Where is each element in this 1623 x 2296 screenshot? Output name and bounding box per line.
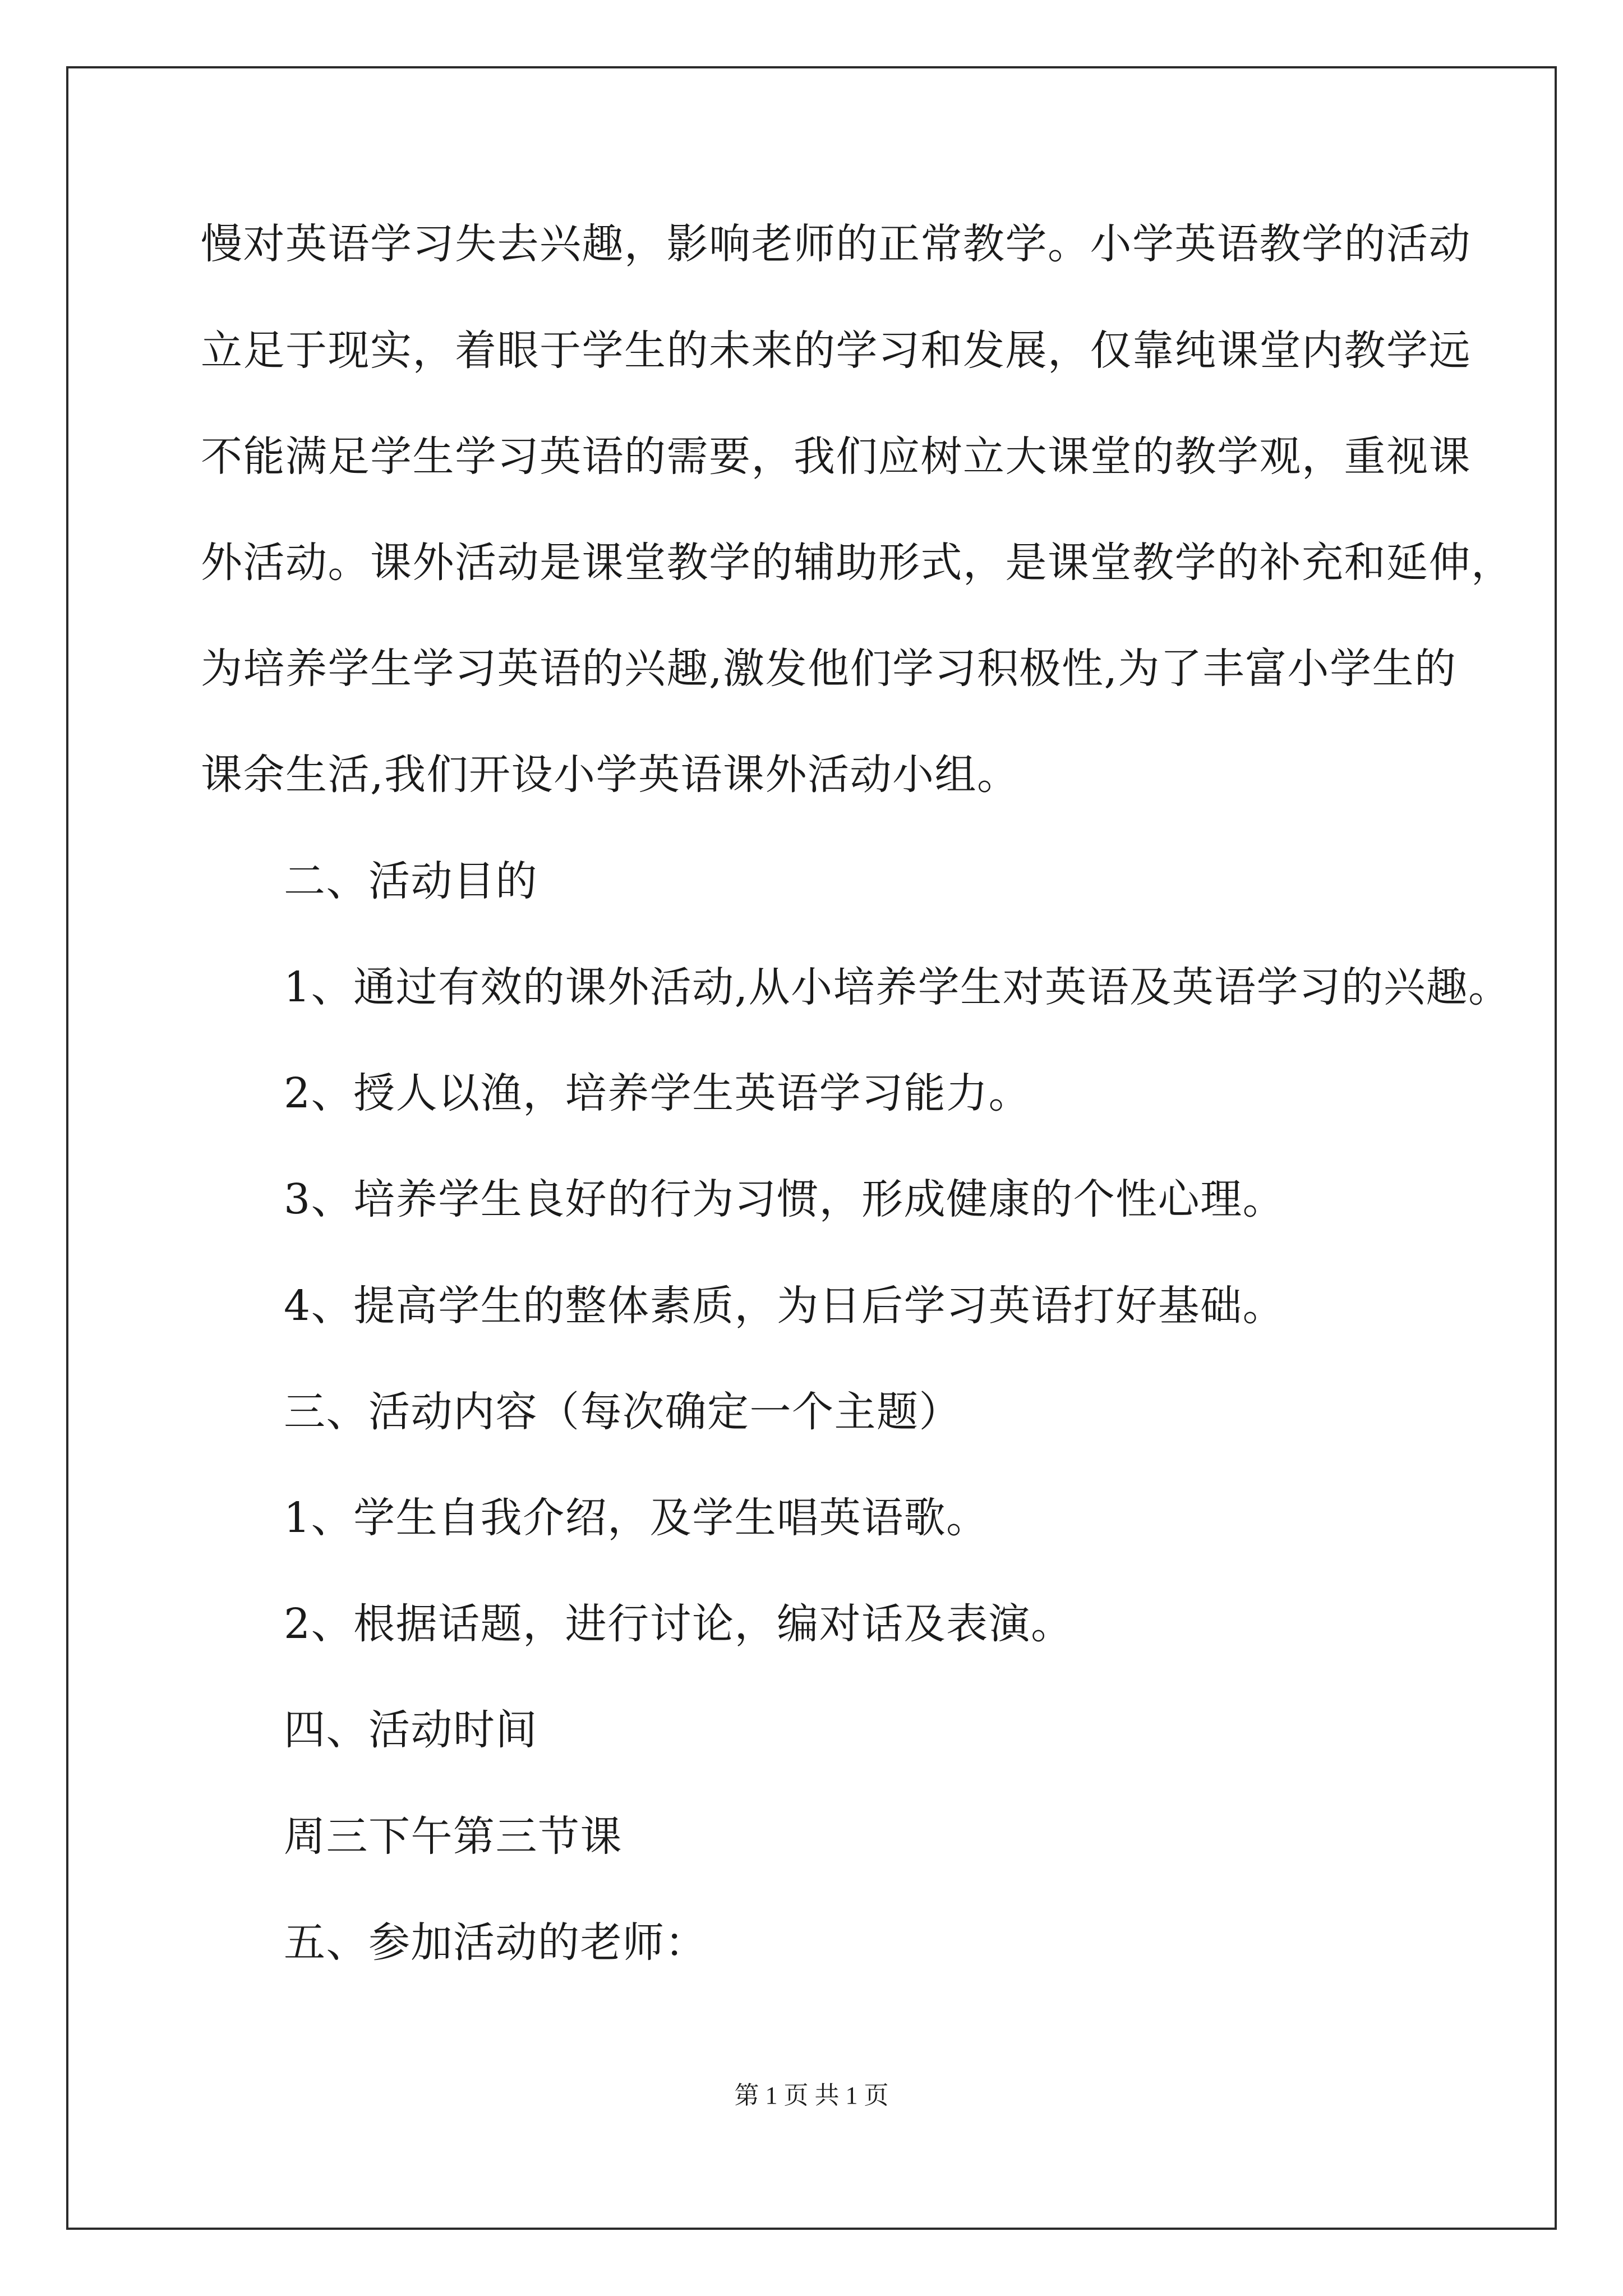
section-heading: 三、活动内容（每次确定一个主题）	[284, 1388, 961, 1436]
section-heading: 四、活动时间	[284, 1706, 538, 1754]
paragraph-line: 慢对英语学习失去兴趣，影响老师的正常教学。小学英语教学的活动	[201, 220, 1471, 268]
list-item: 1、学生自我介绍，及学生唱英语歌。	[284, 1494, 989, 1542]
section-heading: 二、活动目的	[284, 857, 538, 905]
paragraph-line: 为培养学生学习英语的兴趣,激发他们学习积极性,为了丰富小学生的	[201, 645, 1457, 693]
list-item: 3、培养学生良好的行为习惯，形成健康的个性心理。	[284, 1175, 1285, 1223]
paragraph-line: 课余生活,我们开设小学英语课外活动小组。	[201, 751, 1020, 799]
section-heading: 五、参加活动的老师：	[284, 1918, 707, 1967]
page-border	[66, 66, 1557, 2230]
paragraph-line: 立足于现实，着眼于学生的未来的学习和发展，仅靠纯课堂内教学远	[201, 326, 1471, 375]
list-item: 1、通过有效的课外活动,从小培养学生对英语及英语学习的兴趣。	[284, 963, 1511, 1011]
paragraph-line: 外活动。课外活动是课堂教学的辅助形式，是课堂教学的补充和延伸，	[201, 539, 1514, 587]
list-item: 2、授人以渔，培养学生英语学习能力。	[284, 1069, 1031, 1117]
paragraph-line: 不能满足学生学习英语的需要，我们应树立大课堂的教学观，重视课	[201, 432, 1471, 481]
paragraph-line: 周三下午第三节课	[284, 1812, 623, 1861]
list-item: 4、提高学生的整体素质，为日后学习英语打好基础。	[284, 1282, 1285, 1330]
list-item: 2、根据话题，进行讨论，编对话及表演。	[284, 1600, 1073, 1648]
page-footer: 第 1 页 共 1 页	[734, 2082, 889, 2109]
